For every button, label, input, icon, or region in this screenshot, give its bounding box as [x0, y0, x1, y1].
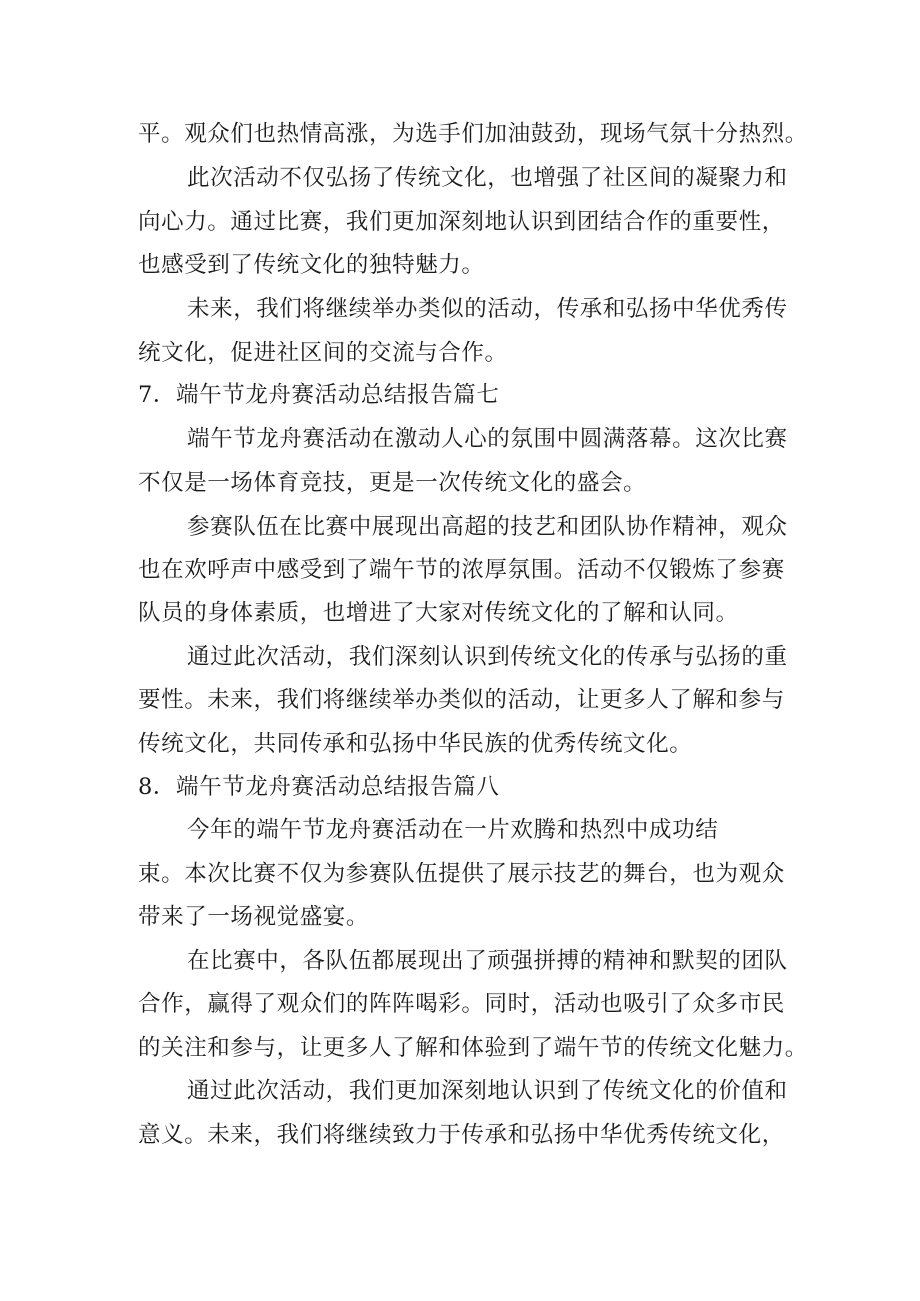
- paragraph-start-line: 端午节龙舟赛活动在激动人心的氛围中圆满落幕。这次比赛: [187, 426, 788, 452]
- paragraph-start-line: 今年的端午节龙舟赛活动在一片欢腾和热烈中成功结: [187, 817, 719, 843]
- text-line: 平。观众们也热情高涨，为选手们加油鼓劲，现场气氛十分热烈。: [138, 121, 808, 147]
- text-line: 带来了一场视觉盛宴。: [138, 904, 370, 930]
- text-line: 向心力。通过比赛，我们更加深刻地认识到团结合作的重要性，: [138, 209, 785, 235]
- section-heading-7: 7．端午节龙舟赛活动总结报告篇七: [138, 382, 500, 408]
- text-line: 统文化，促进社区间的交流与合作。: [138, 340, 508, 366]
- paragraph-start-line: 通过此次活动，我们更加深刻地认识到了传统文化的价值和: [187, 1078, 788, 1104]
- paragraph-start-line: 未来，我们将继续举办类似的活动，传承和弘扬中华优秀传: [187, 296, 788, 322]
- text-line: 合作，赢得了观众们的阵阵喝彩。同时，活动也吸引了众多市民: [138, 991, 785, 1017]
- text-line: 也在欢呼声中感受到了端午节的浓厚氛围。活动不仅锻炼了参赛: [138, 557, 785, 583]
- paragraph-start-line: 参赛队伍在比赛中展现出高超的技艺和团队协作精神，观众: [187, 514, 788, 540]
- paragraph-start-line: 在比赛中，各队伍都展现出了顽强拼搏的精神和默契的团队: [187, 948, 788, 974]
- paragraph-start-line: 此次活动不仅弘扬了传统文化，也增强了社区间的凝聚力和: [187, 165, 788, 191]
- text-line: 束。本次比赛不仅为参赛队伍提供了展示技艺的舞台，也为观众: [138, 861, 785, 887]
- paragraph-start-line: 通过此次活动，我们深刻认识到传统文化的传承与弘扬的重: [187, 644, 788, 670]
- text-line: 的关注和参与，让更多人了解和体验到了端午节的传统文化魅力。: [138, 1035, 808, 1061]
- text-line: 要性。未来，我们将继续举办类似的活动，让更多人了解和参与: [138, 687, 785, 713]
- text-line: 传统文化，共同传承和弘扬中华民族的优秀传统文化。: [138, 731, 693, 757]
- text-line: 队员的身体素质，也增进了大家对传统文化的了解和认同。: [138, 600, 739, 626]
- text-line: 也感受到了传统文化的独特魅力。: [138, 252, 485, 278]
- text-line: 不仅是一场体育竞技，更是一次传统文化的盛会。: [138, 470, 647, 496]
- text-line: 意义。未来，我们将继续致力于传承和弘扬中华优秀传统文化，: [138, 1122, 785, 1148]
- section-heading-8: 8．端午节龙舟赛活动总结报告篇八: [138, 774, 500, 800]
